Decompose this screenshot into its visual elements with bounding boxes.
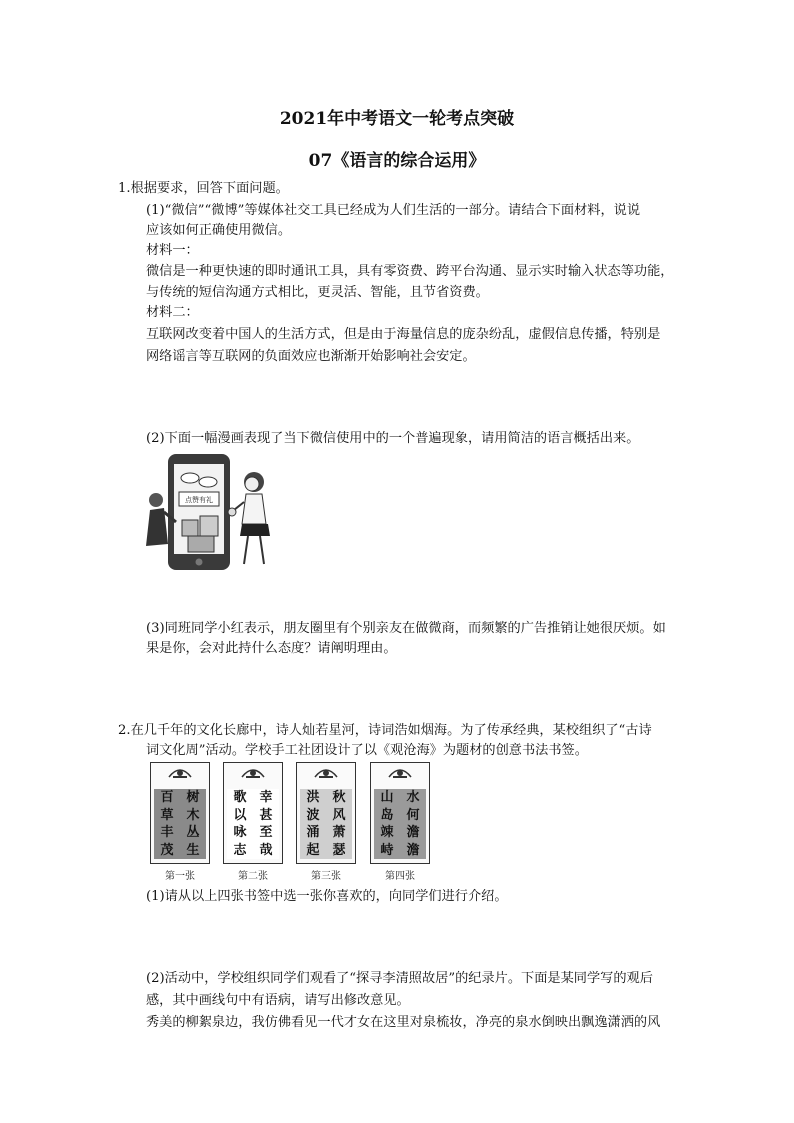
bookmark-tassel-icon xyxy=(297,763,355,781)
q2-part2-line1: (2)活动中，学校组织同学们观看了“探寻李清照故居”的纪录片。下面是某同学写的观后 xyxy=(146,971,653,986)
bookmark-caption-2: 第二张 xyxy=(238,871,268,882)
calligraphy-char: 木 xyxy=(186,807,200,823)
calligraphy-char: 起 xyxy=(306,842,320,858)
calligraphy-char: 甚 xyxy=(259,807,273,823)
q1-material2-label: 材料二： xyxy=(146,305,199,320)
q2-part2-line3: 秀美的柳絮泉边，我仿佛看见一代才女在这里对泉梳妆，净亮的泉水倒映出飘逸潇洒的风 xyxy=(146,1015,661,1030)
gift-box-icon xyxy=(188,536,214,552)
document-subtitle: 07《语言的综合运用》 xyxy=(308,151,486,171)
bookmark-tassel-icon xyxy=(371,763,429,781)
woman-figure-legs xyxy=(244,536,264,564)
calligraphy-char: 何 xyxy=(406,807,420,823)
q1-part1-line2: 应该如何正确使用微信。 xyxy=(146,223,292,238)
q2-part2-line2: 感，其中画线句中有语病，请写出修改意见。 xyxy=(146,993,410,1008)
bookmark-card-1 xyxy=(150,762,210,882)
calligraphy-char: 水 xyxy=(406,790,420,806)
calligraphy-char: 树 xyxy=(186,790,200,806)
calligraphy-char: 茂 xyxy=(160,842,174,858)
bookmark-tassel-icon xyxy=(151,763,209,781)
q2-stem-line1: 2.在几千年的文化长廊中，诗人灿若星河，诗词浩如烟海。为了传承经典，某校组织了“古诗 xyxy=(118,723,652,738)
bookmark-card-2 xyxy=(223,762,283,882)
man-figure-head xyxy=(149,493,163,507)
calligraphy-char: 生 xyxy=(186,842,200,858)
thumbs-up-icon xyxy=(228,508,236,516)
calligraphy-char: 丛 xyxy=(186,825,200,841)
calligraphy-char: 峙 xyxy=(380,842,394,858)
bookmark-calligraphy-panel xyxy=(300,789,352,859)
document-title: 2021年中考语文一轮考点突破 xyxy=(279,109,515,129)
q1-part2: (2)下面一幅漫画表现了当下微信使用中的一个普遍现象，请用简洁的语言概括出来。 xyxy=(146,431,640,446)
calligraphy-char: 洪 xyxy=(306,790,320,806)
bookmark-calligraphy-panel xyxy=(374,789,426,859)
calligraphy-char: 风 xyxy=(332,807,346,823)
calligraphy-char: 幸 xyxy=(259,790,273,806)
calligraphy-char: 萧 xyxy=(332,825,346,841)
calligraphy-char: 瑟 xyxy=(332,842,346,858)
calligraphy-char: 岛 xyxy=(380,807,394,823)
bookmark-caption-3: 第三张 xyxy=(311,871,341,882)
q1-part1-line1: (1)“微信”“微博”等媒体社交工具已经成为人们生活的一部分。请结合下面材料，说说 xyxy=(146,203,641,218)
q1-material1-label: 材料一： xyxy=(146,243,199,258)
q1-part3-line1: (3)同班同学小红表示，朋友圈里有个别亲友在做微商，而频繁的广告推销让她很厌烦。如 xyxy=(146,621,666,636)
calligraphy-char: 至 xyxy=(259,825,273,841)
bookmark-calligraphy-panel xyxy=(227,789,279,859)
calligraphy-char: 歌 xyxy=(233,790,247,806)
q1-stem: 1.根据要求，回答下面问题。 xyxy=(118,181,289,196)
calligraphy-char: 草 xyxy=(160,807,174,823)
q2-stem-line2: 词文化周”活动。学校手工社团设计了以《观沧海》为题材的创意书法书签。 xyxy=(146,743,588,758)
comic-sign-text: 点赞有礼 xyxy=(185,496,213,504)
woman-figure-arm xyxy=(234,502,244,510)
q1-material2-line2: 网络谣言等互联网的负面效应也渐渐开始影响社会安定。 xyxy=(146,349,476,364)
calligraphy-char: 澹 xyxy=(406,825,420,841)
calligraphy-char: 丰 xyxy=(160,825,174,841)
chat-bubble-icon xyxy=(181,473,199,483)
calligraphy-char: 志 xyxy=(233,842,247,858)
chat-bubble-icon xyxy=(199,477,217,487)
woman-figure-face xyxy=(245,477,259,491)
bookmark-card-4 xyxy=(370,762,430,882)
q1-part3-line2: 果是你，会对此持什么态度？请阐明理由。 xyxy=(146,641,397,656)
calligraphy-char: 咏 xyxy=(233,825,247,841)
calligraphy-char: 百 xyxy=(160,790,174,806)
phone-home-button xyxy=(196,559,203,566)
q1-material1-line2: 与传统的短信沟通方式相比，更灵活、智能，且节省资费。 xyxy=(146,285,489,300)
wechat-comic-image xyxy=(146,452,294,574)
bookmark-calligraphy-panel xyxy=(154,789,206,859)
calligraphy-char: 秋 xyxy=(332,790,346,806)
calligraphy-char: 以 xyxy=(233,807,247,823)
calligraphy-char: 山 xyxy=(380,790,394,806)
q1-material2-line1: 互联网改变着中国人的生活方式，但是由于海量信息的庞杂纷乱，虚假信息传播，特别是 xyxy=(146,327,661,342)
bookmark-card-3 xyxy=(296,762,356,882)
bookmark-caption-1: 第一张 xyxy=(165,871,195,882)
q2-part1: (1)请从以上四张书签中选一张你喜欢的，向同学们进行介绍。 xyxy=(146,889,508,904)
q1-material1-line1: 微信是一种更快速的即时通讯工具，具有零资费、跨平台沟通、显示实时输入状态等功能， xyxy=(146,264,674,279)
woman-figure-body xyxy=(242,494,266,524)
bookmark-caption-4: 第四张 xyxy=(385,871,415,882)
calligraphy-char: 竦 xyxy=(380,825,394,841)
woman-figure-skirt xyxy=(240,524,270,536)
gift-box-icon xyxy=(200,516,218,536)
bookmark-tassel-icon xyxy=(224,763,282,781)
gift-box-icon xyxy=(182,520,198,536)
calligraphy-char: 波 xyxy=(306,807,320,823)
calligraphy-char: 涌 xyxy=(306,825,320,841)
calligraphy-char: 哉 xyxy=(259,842,273,858)
calligraphy-char: 澹 xyxy=(406,842,420,858)
